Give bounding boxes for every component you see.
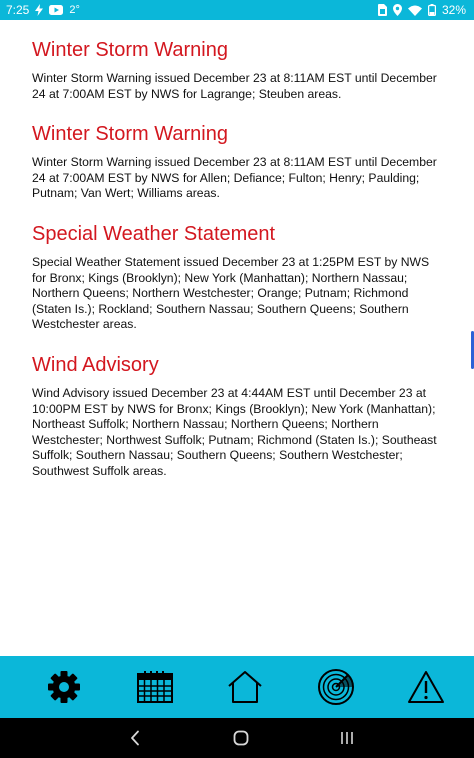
alert-item[interactable]: [32, 221, 442, 333]
temperature: 2°: [69, 4, 80, 16]
back-icon: [130, 730, 140, 746]
home-icon: [226, 669, 264, 705]
warning-icon: [407, 670, 445, 704]
home-button[interactable]: [223, 665, 267, 709]
alert-title: Winter Storm Warning: [32, 39, 228, 61]
alert-item[interactable]: [32, 37, 442, 102]
alert-body: Special Weather Statement issued December 23 at 1:25PM EST by NWS for Bronx; Kings (Brooklyn); New York (Manhattan); Northern Nassau; Northern Queens; Northern Westchester; Orange; Putnam; Richmond (Staten Is.); Rockland; Southern Nassau; Southern Queens; Southern Westchester areas.: [32, 254, 430, 332]
radar-icon: [317, 668, 355, 706]
home-circle-icon: [233, 730, 249, 746]
clock: 7:25: [6, 3, 30, 17]
youtube-icon: [49, 5, 63, 15]
alert-title: Winter Storm Warning: [32, 123, 228, 146]
status-bar-right: [378, 3, 466, 17]
battery-icon: [428, 4, 436, 16]
alert-item[interactable]: [32, 121, 442, 202]
status-bar-left: [6, 3, 80, 17]
alert-body: Winter Storm Warning issued December 23 at 8:11AM EST until December 24 at 7:00AM EST by NWS for Allen; Defiance; Fulton; Henry; Paulding; Putnam; Van Wert; Williams areas.: [32, 155, 437, 201]
sim-icon: [378, 4, 387, 16]
alert-body: Wind Advisory issued December 23 at 4:44AM EST until December 23 at 10:00PM EST by NWS for Bronx; Kings (Brooklyn); New York (Manhattan); Northeast Suffolk; Northern Nassau; Northern Queens; Northern Westchester; Northwest Suffolk; Putnam; Richmond (Staten Is.); Southeast Suffolk; Southern Nassau; Southern Queens; Southern Westchester; Southwest Suffolk areas.: [32, 385, 437, 478]
alerts-list: [0, 20, 474, 656]
calendar-icon: [136, 670, 174, 704]
recents-icon: [340, 731, 354, 745]
settings-button[interactable]: [42, 665, 86, 709]
bottom-nav: [0, 656, 474, 718]
system-home-button[interactable]: [230, 727, 252, 749]
alert-item[interactable]: [32, 352, 442, 480]
charging-bolt-icon: [35, 4, 43, 16]
alert-title: Wind Advisory: [32, 353, 159, 376]
recents-button[interactable]: [336, 727, 358, 749]
status-bar: [0, 0, 474, 20]
system-nav-bar: [0, 718, 474, 758]
alert-body: Winter Storm Warning issued December 23 at 8:11AM EST until December 24 at 7:00AM EST by NWS for Lagrange; Steuben areas.: [32, 71, 437, 101]
alerts-button[interactable]: [404, 665, 448, 709]
radar-button[interactable]: [314, 665, 358, 709]
calendar-button[interactable]: [133, 665, 177, 709]
back-button[interactable]: [124, 727, 146, 749]
alert-title: Special Weather Statement: [32, 222, 276, 245]
battery-percent: 32%: [441, 3, 466, 17]
gear-icon: [47, 670, 81, 704]
location-icon: [393, 4, 402, 16]
wifi-icon: [408, 5, 422, 16]
